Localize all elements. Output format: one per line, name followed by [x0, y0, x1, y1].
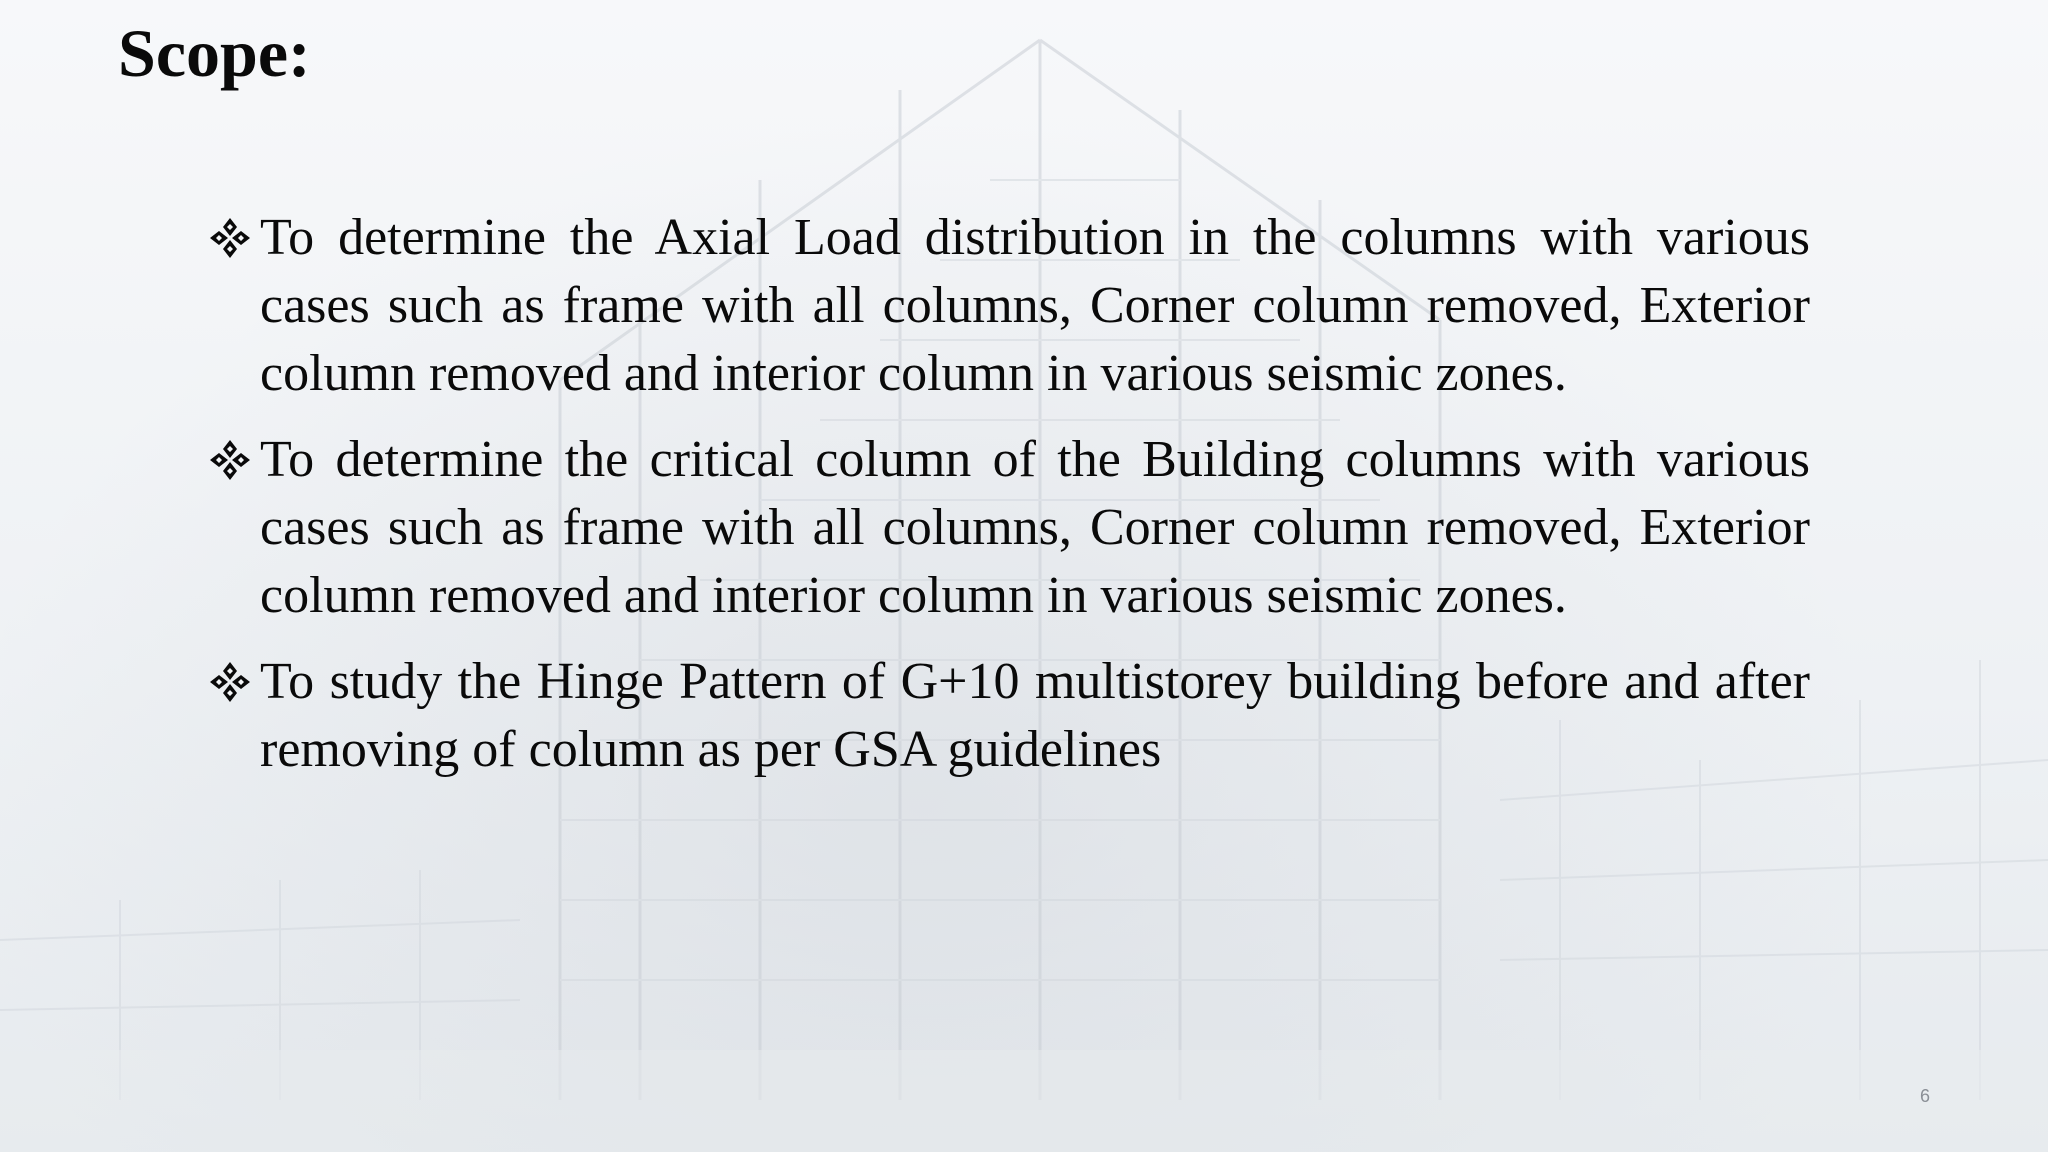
- four-diamond-bullet-icon: [208, 648, 256, 716]
- bullet-text: To study the Hinge Pattern of G+10 multistorey building before and after removing of column as per GSA guidelines: [260, 653, 1810, 778]
- bullet-text: To determine the Axial Load distribution in the columns with various cases such as frame with all columns, Corner column removed, Exterior column removed and interior column in various seismic zones.: [260, 209, 1810, 402]
- slide-title: Scope:: [118, 15, 311, 91]
- page-number: 6: [1919, 1086, 1930, 1106]
- bullet-item: [208, 426, 1810, 630]
- bullet-item: [208, 204, 1810, 408]
- bullet-item: [208, 648, 1810, 784]
- four-diamond-bullet-icon: [208, 426, 256, 494]
- bullet-text: To determine the critical column of the Building columns with various cases such as frame with all columns, Corner column removed, Exterior column removed and interior column in various seismic zones.: [260, 431, 1810, 624]
- four-diamond-bullet-icon: [208, 204, 256, 272]
- bullet-list: [208, 204, 1810, 802]
